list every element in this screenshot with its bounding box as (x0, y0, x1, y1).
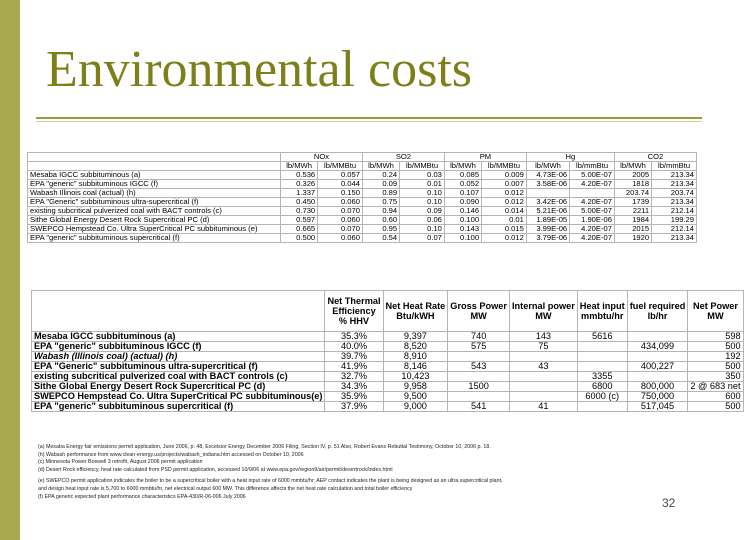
title-divider (36, 117, 702, 119)
footnote-line: (f) EPA generic expected plant performance characteristics EPA-430/R-06-006 July 2006 (38, 493, 246, 500)
value-cell: 0.014 (482, 207, 527, 216)
value-cell: 4.20E-07 (570, 225, 615, 234)
value-cell: 0.730 (281, 207, 318, 216)
value-cell: 75 (509, 342, 577, 352)
value-cell: 213.34 (652, 180, 697, 189)
header-line: MW (470, 311, 487, 321)
value-cell: 0.107 (444, 189, 481, 198)
value-cell: 41 (509, 402, 577, 412)
value-cell: 0.665 (281, 225, 318, 234)
value-cell: 800,000 (627, 382, 688, 392)
value-cell: 9,500 (383, 392, 448, 402)
footnote-line: (a) Mesaba Energy fair emissions permit application, June 2006, p. 48, Excelsior Energy December 2006 Filing, Section IV, p. 51 Also, Robert Evans Rebuttal Testimony, October 10, 2006 p. 18. (38, 444, 491, 450)
value-cell: 43 (509, 362, 577, 372)
column-header (383, 291, 448, 332)
unit-header: lb/MMBtu (400, 162, 445, 171)
value-cell: 598 (688, 332, 743, 342)
value-cell: 1818 (614, 180, 651, 189)
value-cell: 8,146 (383, 362, 448, 372)
value-cell: 0.012 (482, 189, 527, 198)
header-spacer-row (28, 132, 697, 153)
value-cell: 213.34 (652, 234, 697, 243)
slide-sidebar-bar (0, 0, 20, 540)
value-cell: 3.79E-06 (526, 234, 569, 243)
value-cell: 1739 (614, 198, 651, 207)
value-cell (509, 392, 577, 402)
value-cell: 8,520 (383, 342, 448, 352)
header-line: % HHV (338, 316, 370, 326)
value-cell (509, 382, 577, 392)
plant-label: Wabash Illinois coal (actual) (h) (28, 189, 281, 198)
value-cell: 35.3% (325, 332, 383, 342)
table-row (32, 352, 744, 362)
value-cell: 0.070 (318, 207, 363, 216)
value-cell: 2211 (614, 207, 651, 216)
value-cell: 9,397 (383, 332, 448, 342)
slide-title: Environmental costs (46, 41, 473, 98)
plant-label: Mesaba IGCC subbituminous (a) (32, 332, 325, 342)
value-cell: 143 (509, 332, 577, 342)
plant-label: Mesaba IGCC subbituminous (a) (28, 171, 281, 180)
value-cell: 199.29 (652, 216, 697, 225)
value-cell: 6800 (577, 382, 627, 392)
value-cell: 32.7% (325, 372, 383, 382)
plant-label: Wabash (Illinois coal) (actual) (h) (32, 352, 325, 362)
value-cell: 0.085 (444, 171, 481, 180)
value-cell: 575 (448, 342, 510, 352)
value-cell: 0.007 (482, 180, 527, 189)
value-cell: 0.012 (482, 198, 527, 207)
value-cell: 4.73E-06 (526, 171, 569, 180)
value-cell: 3355 (577, 372, 627, 382)
value-cell: 0.009 (482, 171, 527, 180)
plant-label: EPA "generic" subbituminous IGCC (f) (32, 342, 325, 352)
value-cell: 0.09 (362, 180, 399, 189)
plant-label: EPA "Generic" subbituminous ultra-supercritical (f) (32, 362, 325, 372)
value-cell: 0.24 (362, 171, 399, 180)
header-line: lb/hr (647, 311, 668, 321)
value-cell: 434,099 (627, 342, 688, 352)
value-cell: 0.06 (400, 216, 445, 225)
value-cell: 0.01 (482, 216, 527, 225)
value-cell: 5.00E-07 (570, 171, 615, 180)
corner-cell (32, 291, 325, 332)
table-row (28, 234, 697, 243)
value-cell: 1920 (614, 234, 651, 243)
header-line: Net Power (692, 301, 738, 311)
plant-label: SWEPCO Hempstead Co. Ultra SuperCritical PC subbituminous (e) (28, 225, 281, 234)
unit-header: lb/MMBtu (482, 162, 527, 171)
footnote-line: and design heat input rate is 5,700 to 6000 mmbtu/hr, net electrical output 600 MW. This difference affects the net heat rate calculation and total boiler efficiency (38, 485, 413, 492)
plant-label: existing subcritical pulverized coal with BACT controls (c) (28, 207, 281, 216)
header-line: mmbtu/hr (581, 311, 624, 321)
value-cell: 0.052 (444, 180, 481, 189)
footnote-line: (e) SWEPCO permit application indicates the boiler to be a supercritical boiler with a heat input rate of 6000 mmbtu/hr; AEP contact indicates the plant is being designed as an ultra supercritical plant, (38, 478, 503, 485)
value-cell: 500 (688, 402, 743, 412)
value-cell (577, 362, 627, 372)
value-cell: 543 (448, 362, 510, 372)
value-cell: 9,958 (383, 382, 448, 392)
plant-label: EPA "Generic" subbituminous ultra-supercritical (f) (28, 198, 281, 207)
value-cell (627, 352, 688, 362)
unit-header: lb/MWh (444, 162, 481, 171)
value-cell: 34.3% (325, 382, 383, 392)
table-row (32, 392, 744, 402)
unit-header: lb/MWh (526, 162, 569, 171)
pollutant-header: PM (444, 153, 526, 162)
value-cell: 37.9% (325, 402, 383, 412)
plant-label: Sithe Global Energy Desert Rock Supercritical PC (d) (32, 382, 325, 392)
title-divider-shadow (36, 121, 702, 122)
footnotes (38, 444, 660, 501)
value-cell: 0.015 (482, 225, 527, 234)
spacer-cell (28, 132, 697, 153)
value-cell (627, 372, 688, 382)
value-cell: 0.100 (444, 234, 481, 243)
footnote-line: (d) Desert Rock efficiency, heat rate calculated from PSD permit application, accessed 10/9/06 at www.epa.gov/region9/air/permit/desertrock/index.html (38, 466, 393, 473)
value-cell: 0.143 (444, 225, 481, 234)
value-cell: 10,423 (383, 372, 448, 382)
value-cell (627, 332, 688, 342)
value-cell: 517,045 (627, 402, 688, 412)
value-cell: 0.057 (318, 171, 363, 180)
value-cell: 203.74 (652, 189, 697, 198)
value-cell: 0.10 (400, 198, 445, 207)
value-cell: 203.74 (614, 189, 651, 198)
value-cell: 0.01 (400, 180, 445, 189)
unit-header: lb/MWh (362, 162, 399, 171)
header-line: fuel required (629, 301, 686, 311)
value-cell: 0.070 (318, 225, 363, 234)
value-cell: 1500 (448, 382, 510, 392)
header-line: Gross Power (450, 301, 507, 311)
emissions-table (27, 132, 697, 243)
value-cell (448, 372, 510, 382)
table-row (32, 332, 744, 342)
header-row (32, 291, 744, 332)
pollutant-header: Hg (526, 153, 614, 162)
value-cell: 4.20E-07 (570, 180, 615, 189)
value-cell: 4.20E-07 (570, 198, 615, 207)
unit-header: lb/MWh (281, 162, 318, 171)
value-cell: 5616 (577, 332, 627, 342)
pollutant-header: CO2 (614, 153, 696, 162)
value-cell: 9,000 (383, 402, 448, 412)
value-cell: 0.450 (281, 198, 318, 207)
value-cell: 0.95 (362, 225, 399, 234)
table-row (32, 362, 744, 372)
value-cell: 2005 (614, 171, 651, 180)
unit-header: lb/mmBtu (652, 162, 697, 171)
footnote-line: (c) Minnesota Power Boswell 3 retrofit, August 2006 permit application (38, 459, 203, 466)
value-cell: 350 (688, 372, 743, 382)
plant-label: Sithe Global Energy Desert Rock Supercritical PC (d) (28, 216, 281, 225)
value-cell: 0.03 (400, 171, 445, 180)
value-cell: 0.597 (281, 216, 318, 225)
column-header (577, 291, 627, 332)
value-cell: 2015 (614, 225, 651, 234)
value-cell: 0.060 (318, 216, 363, 225)
table-row (32, 372, 744, 382)
value-cell: 0.536 (281, 171, 318, 180)
header-line: Efficiency (332, 306, 376, 316)
value-cell: 8,910 (383, 352, 448, 362)
value-cell: 2 @ 683 net (688, 382, 743, 392)
value-cell: 192 (688, 352, 743, 362)
footnote-line: (h) Wabash performance from www.clean-energy.us/projects/wabash_indiana.htm accessed on October 10, 2006 (38, 451, 304, 458)
value-cell: 0.100 (444, 216, 481, 225)
value-cell: 0.060 (318, 234, 363, 243)
value-cell: 4.20E-07 (570, 234, 615, 243)
header-line: MW (707, 311, 724, 321)
value-cell: 0.044 (318, 180, 363, 189)
value-cell: 740 (448, 332, 510, 342)
table-row (32, 402, 744, 412)
column-header (688, 291, 743, 332)
value-cell: 500 (688, 362, 743, 372)
corner-cell (28, 153, 281, 162)
value-cell: 0.07 (400, 234, 445, 243)
unit-header: lb/mmBtu (570, 162, 615, 171)
value-cell: 0.500 (281, 234, 318, 243)
header-line: Heat input (579, 301, 625, 311)
column-header (325, 291, 383, 332)
value-cell: 0.326 (281, 180, 318, 189)
value-cell: 0.10 (400, 189, 445, 198)
unit-header: lb/MMBtu (318, 162, 363, 171)
column-header (509, 291, 577, 332)
value-cell: 541 (448, 402, 510, 412)
value-cell: 0.09 (400, 207, 445, 216)
value-cell: 0.146 (444, 207, 481, 216)
value-cell: 6000 (c) (577, 392, 627, 402)
header-line: Internal power (511, 301, 575, 311)
value-cell: 0.012 (482, 234, 527, 243)
value-cell (509, 372, 577, 382)
value-cell: 1.89E-05 (526, 216, 569, 225)
value-cell: 500 (688, 342, 743, 352)
value-cell: 39.7% (325, 352, 383, 362)
value-cell (448, 392, 510, 402)
table-row (32, 342, 744, 352)
header-line: Net Thermal (327, 296, 381, 306)
value-cell: 3.99E-06 (526, 225, 569, 234)
slide-number: 32 (662, 496, 676, 510)
value-cell: 0.94 (362, 207, 399, 216)
table-row (32, 382, 744, 392)
value-cell: 0.10 (400, 225, 445, 234)
value-cell (509, 352, 577, 362)
value-cell: 1984 (614, 216, 651, 225)
plant-label: existing subcritical pulverized coal with BACT controls (c) (32, 372, 325, 382)
value-cell: 212.14 (652, 207, 697, 216)
value-cell (577, 402, 627, 412)
value-cell: 40.0% (325, 342, 383, 352)
value-cell: 400,227 (627, 362, 688, 372)
value-cell: 0.60 (362, 216, 399, 225)
header-line: Net Heat Rate (385, 301, 446, 311)
value-cell (577, 342, 627, 352)
value-cell: 0.54 (362, 234, 399, 243)
value-cell: 213.34 (652, 171, 697, 180)
value-cell: 750,000 (627, 392, 688, 402)
performance-table (31, 290, 744, 412)
column-header (627, 291, 688, 332)
header-line: MW (535, 311, 552, 321)
value-cell: 41.9% (325, 362, 383, 372)
value-cell: 0.89 (362, 189, 399, 198)
pollutant-header: NOx (281, 153, 363, 162)
value-cell: 3.58E-06 (526, 180, 569, 189)
value-cell: 3.42E-06 (526, 198, 569, 207)
value-cell: 213.34 (652, 198, 697, 207)
value-cell: 1.90E-06 (570, 216, 615, 225)
value-cell: 212.14 (652, 225, 697, 234)
value-cell: 5.00E-07 (570, 207, 615, 216)
value-cell (577, 352, 627, 362)
value-cell (448, 352, 510, 362)
header-line: Btu/kWH (396, 311, 435, 321)
value-cell: 0.060 (318, 198, 363, 207)
value-cell: 1.337 (281, 189, 318, 198)
value-cell: 0.150 (318, 189, 363, 198)
column-header (448, 291, 510, 332)
value-cell: 0.75 (362, 198, 399, 207)
unit-header: lb/MWh (614, 162, 651, 171)
plant-label: EPA "generic" subbituminous supercritical (f) (28, 234, 281, 243)
plant-label: EPA "generic" subbituminous IGCC (f) (28, 180, 281, 189)
plant-label: SWEPCO Hempstead Co. Ultra SuperCritical PC subbituminous(e) (32, 392, 325, 402)
value-cell: 35.9% (325, 392, 383, 402)
plant-label: EPA "generic" subbituminous supercritical (f) (32, 402, 325, 412)
value-cell: 0.090 (444, 198, 481, 207)
value-cell: 600 (688, 392, 743, 402)
pollutant-header: SO2 (362, 153, 444, 162)
value-cell: 5.21E-06 (526, 207, 569, 216)
